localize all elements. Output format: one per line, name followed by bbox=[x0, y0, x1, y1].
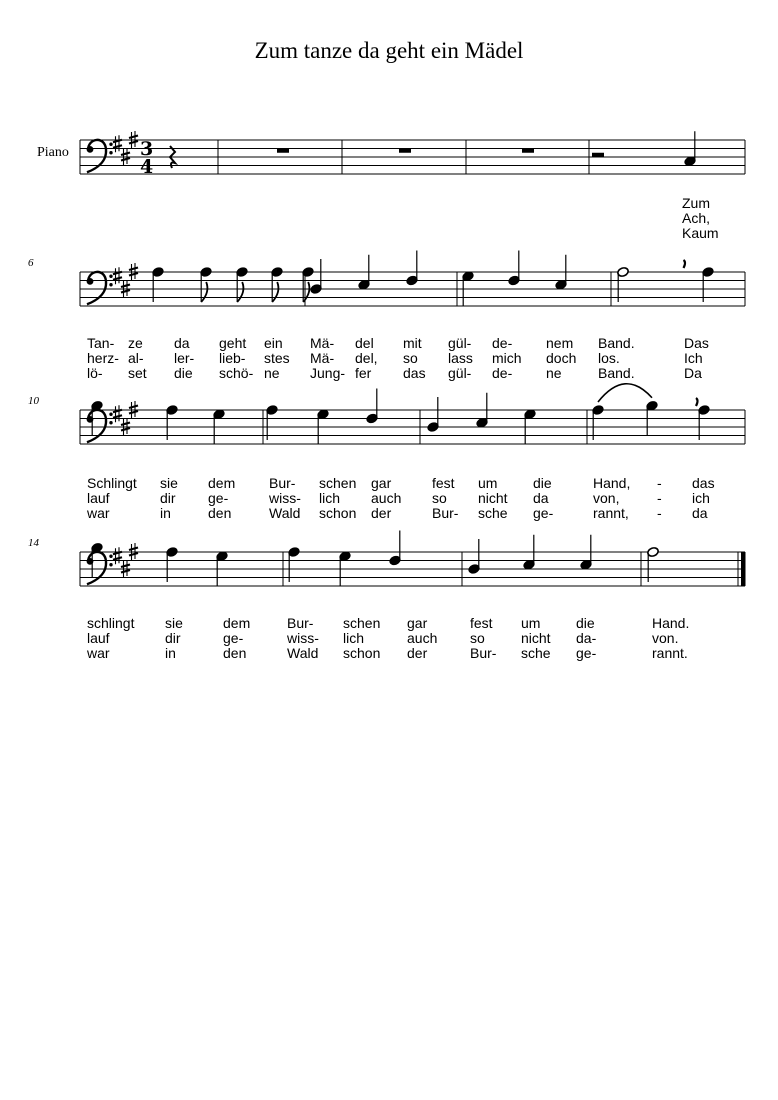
bass-clef-dot bbox=[109, 413, 112, 416]
lyric-syllable: lieb- bbox=[219, 350, 246, 366]
sharp-bar bbox=[129, 553, 138, 556]
lyric-syllable: ne bbox=[264, 365, 280, 381]
lyric-syllable: ne bbox=[546, 365, 562, 381]
bass-clef-curve bbox=[87, 140, 106, 172]
lyric-syllable: so bbox=[470, 630, 485, 646]
sharp-bar bbox=[129, 136, 138, 139]
lyric-syllable: Mä- bbox=[310, 335, 335, 351]
sharp-bar bbox=[121, 428, 130, 431]
lyric-syllable: ge- bbox=[208, 490, 229, 506]
lyric-syllable: Ach, bbox=[682, 210, 711, 226]
lyric-syllable: los. bbox=[598, 350, 620, 366]
eighth-flag bbox=[303, 282, 309, 302]
staff-system bbox=[28, 384, 745, 521]
lyric-syllable: Da bbox=[684, 365, 702, 381]
lyric-syllable: um bbox=[478, 475, 498, 491]
lyric-syllable: - bbox=[657, 490, 662, 506]
breath-mark bbox=[684, 260, 686, 268]
sharp-bar bbox=[113, 557, 122, 560]
sharp-bar bbox=[121, 153, 130, 156]
time-sig-numerator: 3 bbox=[140, 138, 154, 160]
lyric-syllable: - bbox=[657, 475, 662, 491]
lyric-syllable: war bbox=[87, 645, 110, 661]
sharp-bar bbox=[129, 273, 138, 276]
breath-mark bbox=[696, 398, 698, 406]
sharp-bar bbox=[129, 141, 138, 144]
bass-clef-dot bbox=[109, 151, 112, 154]
whole-rest bbox=[399, 149, 411, 153]
lyric-syllable: ich bbox=[692, 490, 710, 506]
lyric-syllable: Das bbox=[684, 335, 709, 351]
lyric-syllable: nicht bbox=[478, 490, 508, 506]
lyric-syllable: al- bbox=[128, 350, 144, 366]
lyric-syllable: mit bbox=[403, 335, 422, 351]
lyric-syllable: sche bbox=[478, 505, 508, 521]
lyric-syllable: Wald bbox=[287, 645, 319, 661]
lyric-syllable: der bbox=[371, 505, 392, 521]
staff-system bbox=[80, 131, 745, 241]
eighth-flag bbox=[237, 282, 243, 302]
lyric-syllable: gar bbox=[371, 475, 392, 491]
sharp-bar bbox=[121, 423, 130, 426]
lyric-syllable: dem bbox=[208, 475, 236, 491]
lyric-syllable: das bbox=[692, 475, 715, 491]
eighth-flag bbox=[201, 282, 207, 302]
sharp-bar bbox=[129, 268, 138, 271]
lyric-syllable: in bbox=[160, 505, 171, 521]
lyric-syllable: schen bbox=[319, 475, 357, 491]
lyric-syllable: nicht bbox=[521, 630, 551, 646]
lyric-syllable: der bbox=[407, 645, 428, 661]
lyric-syllable: fest bbox=[470, 615, 493, 631]
sharp-bar bbox=[113, 277, 122, 280]
lyric-syllable: in bbox=[165, 645, 176, 661]
slur bbox=[598, 384, 652, 402]
lyric-syllable: herz- bbox=[87, 350, 119, 366]
lyric-syllable: Bur- bbox=[269, 475, 296, 491]
lyric-syllable: dir bbox=[165, 630, 181, 646]
staff-system bbox=[28, 251, 745, 382]
lyric-syllable: Hand, bbox=[593, 475, 631, 491]
lyric-syllable: ler- bbox=[174, 350, 195, 366]
lyric-syllable: del bbox=[355, 335, 374, 351]
lyric-syllable: Bur- bbox=[432, 505, 459, 521]
lyric-syllable: - bbox=[657, 505, 662, 521]
lyric-syllable: schon bbox=[319, 505, 357, 521]
lyric-syllable: schlingt bbox=[87, 615, 135, 631]
time-sig-denominator: 4 bbox=[140, 156, 154, 178]
lyric-syllable: Tan- bbox=[87, 335, 115, 351]
lyric-syllable: lass bbox=[448, 350, 473, 366]
half-rest bbox=[592, 153, 604, 157]
lyric-syllable: Jung- bbox=[310, 365, 346, 381]
lyric-syllable: da- bbox=[576, 630, 597, 646]
lyric-syllable: Hand. bbox=[652, 615, 690, 631]
sharp-bar bbox=[121, 290, 130, 293]
lyric-syllable: Kaum bbox=[682, 225, 719, 241]
lyric-syllable: lö- bbox=[87, 365, 103, 381]
lyric-syllable: von, bbox=[593, 490, 620, 506]
lyric-syllable: um bbox=[521, 615, 541, 631]
lyric-syllable: auch bbox=[407, 630, 438, 646]
instrument-label: Piano bbox=[37, 145, 69, 160]
sharp-bar bbox=[129, 406, 138, 409]
lyric-syllable: den bbox=[208, 505, 232, 521]
bass-clef-dot bbox=[109, 143, 112, 146]
lyric-syllable: gül- bbox=[448, 365, 472, 381]
eighth-flag bbox=[272, 282, 278, 302]
lyric-syllable: sie bbox=[165, 615, 183, 631]
lyric-syllable: dir bbox=[160, 490, 176, 506]
lyric-syllable: ge- bbox=[533, 505, 554, 521]
lyric-syllable: fer bbox=[355, 365, 372, 381]
bass-clef-dot bbox=[109, 421, 112, 424]
sharp-bar bbox=[129, 411, 138, 414]
sharp-bar bbox=[129, 548, 138, 551]
sharp-bar bbox=[113, 415, 122, 418]
lyric-syllable: Bur- bbox=[287, 615, 314, 631]
lyric-syllable: wiss- bbox=[269, 490, 301, 506]
lyric-syllable: die bbox=[174, 365, 193, 381]
lyric-syllable: Band. bbox=[598, 365, 635, 381]
lyric-syllable: lauf bbox=[87, 490, 110, 506]
bass-clef-dot bbox=[109, 563, 112, 566]
lyric-syllable: wiss- bbox=[287, 630, 319, 646]
lyric-syllable: lauf bbox=[87, 630, 110, 646]
lyric-syllable: stes bbox=[264, 350, 290, 366]
lyric-syllable: von. bbox=[652, 630, 679, 646]
lyric-syllable: schen bbox=[343, 615, 381, 631]
bass-clef-dot bbox=[109, 283, 112, 286]
lyric-syllable: das bbox=[403, 365, 426, 381]
lyric-syllable: doch bbox=[546, 350, 577, 366]
whole-rest bbox=[522, 149, 534, 153]
measure-number: 10 bbox=[28, 395, 39, 407]
lyric-syllable: dem bbox=[223, 615, 251, 631]
lyric-syllable: geht bbox=[219, 335, 247, 351]
lyric-syllable: ze bbox=[128, 335, 143, 351]
sharp-bar bbox=[121, 570, 130, 573]
lyric-syllable: Ich bbox=[684, 350, 703, 366]
lyric-syllable: auch bbox=[371, 490, 402, 506]
lyric-syllable: gar bbox=[407, 615, 428, 631]
score-title: Zum tanze da geht ein Mädel bbox=[254, 38, 524, 63]
lyric-syllable: de- bbox=[492, 365, 513, 381]
lyric-syllable: da bbox=[692, 505, 708, 521]
lyric-syllable: set bbox=[128, 365, 147, 381]
final-barline-thick bbox=[741, 552, 745, 586]
lyric-syllable: rannt, bbox=[593, 505, 629, 521]
lyric-syllable: die bbox=[576, 615, 595, 631]
measure-number: 6 bbox=[28, 257, 34, 269]
lyric-syllable: nem bbox=[546, 335, 574, 351]
lyric-syllable: de- bbox=[492, 335, 513, 351]
lyric-syllable: lich bbox=[343, 630, 365, 646]
sharp-bar bbox=[121, 158, 130, 161]
lyric-syllable: da bbox=[533, 490, 549, 506]
lyric-syllable: fest bbox=[432, 475, 455, 491]
bass-clef-curve bbox=[87, 272, 106, 304]
lyric-syllable: Band. bbox=[598, 335, 635, 351]
bass-clef-curve bbox=[87, 552, 106, 584]
bass-clef-curve bbox=[87, 410, 106, 442]
lyric-syllable: so bbox=[403, 350, 418, 366]
whole-rest bbox=[277, 149, 289, 153]
lyric-syllable: ge- bbox=[223, 630, 244, 646]
bass-clef-dot bbox=[109, 555, 112, 558]
lyric-syllable: Schlingt bbox=[87, 475, 137, 491]
lyric-syllable: ein bbox=[264, 335, 283, 351]
lyric-syllable: Bur- bbox=[470, 645, 497, 661]
lyric-syllable: den bbox=[223, 645, 247, 661]
bass-clef-dot bbox=[109, 275, 112, 278]
lyric-syllable: lich bbox=[319, 490, 341, 506]
sharp-bar bbox=[121, 285, 130, 288]
lyric-syllable: schö- bbox=[219, 365, 254, 381]
bass-clef-dot bbox=[87, 146, 94, 153]
bass-clef-dot bbox=[87, 278, 94, 285]
staff-system bbox=[28, 531, 745, 662]
lyric-syllable: war bbox=[87, 505, 110, 521]
lyric-syllable: sie bbox=[160, 475, 178, 491]
lyric-syllable: mich bbox=[492, 350, 522, 366]
lyric-syllable: schon bbox=[343, 645, 381, 661]
lyric-syllable: Wald bbox=[269, 505, 301, 521]
lyric-syllable: Mä- bbox=[310, 350, 335, 366]
lyric-syllable: ge- bbox=[576, 645, 597, 661]
lyric-syllable: Zum bbox=[682, 195, 710, 211]
sharp-bar bbox=[121, 565, 130, 568]
lyric-syllable: rannt. bbox=[652, 645, 688, 661]
sharp-bar bbox=[113, 145, 122, 148]
lyric-syllable: sche bbox=[521, 645, 551, 661]
lyric-syllable: die bbox=[533, 475, 552, 491]
lyric-syllable: gül- bbox=[448, 335, 472, 351]
measure-number: 14 bbox=[28, 537, 39, 549]
lyric-syllable: so bbox=[432, 490, 447, 506]
lyric-syllable: del, bbox=[355, 350, 378, 366]
lyric-syllable: da bbox=[174, 335, 190, 351]
